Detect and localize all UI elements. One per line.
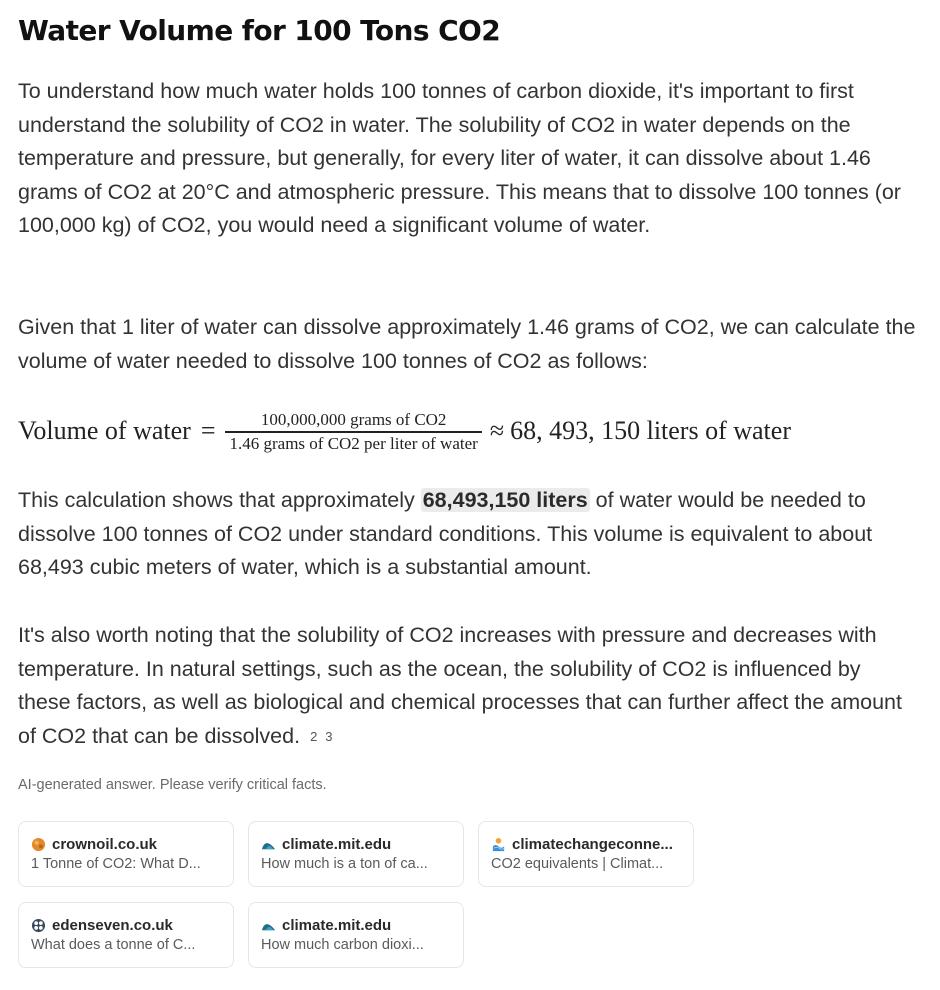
- volume-formula: [18, 402, 898, 460]
- page-title: Water Volume for 100 Tons CO2: [18, 14, 501, 47]
- formula-numerator: 100,000,000 grams of CO2: [260, 410, 447, 430]
- answer-paragraph-3: [18, 484, 918, 585]
- formula-result: 68, 493, 150 liters of water: [510, 416, 791, 445]
- source-card-mit-climate-2[interactable]: [248, 902, 464, 968]
- source-card-mit-climate-1[interactable]: [248, 821, 464, 887]
- crownoil-favicon: [31, 837, 46, 852]
- source-card-climatechangeconnection[interactable]: [478, 821, 694, 887]
- edenseven-favicon: [31, 918, 46, 933]
- mit-climate-favicon: [261, 918, 276, 933]
- source-snippet: How much carbon dioxi...: [261, 937, 424, 953]
- source-domain: edenseven.co.uk: [52, 916, 173, 934]
- source-snippet: What does a tonne of C...: [31, 937, 196, 953]
- formula-equals: =: [200, 416, 216, 445]
- p3-text-before: This calculation shows that approximately: [18, 488, 421, 512]
- p4-text: It's also worth noting that the solubility of CO2 increases with pressure and decreases with temperature. In natural settings, such as the ocean, the solubility of CO2 is influenced by these factors, as well as biological and chemical processes that can further affect the amount of CO2 that can be dissolved.: [18, 623, 902, 748]
- formula-approx: ≈: [489, 416, 505, 445]
- formula-denominator: 1.46 grams of CO2 per liter of water: [229, 433, 478, 453]
- ai-disclaimer: AI-generated answer. Please verify critical facts.: [18, 777, 327, 793]
- source-snippet: How much is a ton of ca...: [261, 856, 428, 872]
- source-card-crownoil[interactable]: [18, 821, 234, 887]
- formula-fraction: [225, 410, 481, 453]
- formula-lhs: Volume of water: [18, 416, 191, 445]
- source-snippet: 1 Tonne of CO2: What D...: [31, 856, 201, 872]
- source-snippet: CO2 equivalents | Climat...: [491, 856, 664, 872]
- highlighted-result: 68,493,150 liters: [422, 488, 588, 512]
- source-domain: climate.mit.edu: [282, 916, 392, 934]
- answer-paragraph-2: Given that 1 liter of water can dissolve approximately 1.46 grams of CO2, we can calculate the volume of water needed to dissolve 100 tonnes of CO2 as follows:: [18, 315, 916, 373]
- source-domain: crownoil.co.uk: [52, 835, 158, 853]
- climatechangeconnection-favicon: [491, 837, 506, 852]
- answer-paragraph-4: [18, 619, 918, 753]
- source-card-edenseven[interactable]: [18, 902, 234, 968]
- source-domain: climatechangeconne...: [512, 835, 673, 853]
- mit-climate-favicon: [261, 837, 276, 852]
- citation-link[interactable]: 3: [325, 728, 333, 744]
- answer-paragraph-1: To understand how much water holds 100 tonnes of carbon dioxide, it's important to first understand the solubility of CO2 in water. The solubility of CO2 in water depends on the temperature and pressure, but generally, for every liter of water, it can dissolve about 1.46 grams of CO2 at 20°C and atmospheric pressure. This means that to dissolve 100 tonnes (or 100,000 kg) of CO2, you would need a significant volume of water.: [18, 79, 901, 238]
- source-domain: climate.mit.edu: [282, 835, 392, 853]
- citation-link[interactable]: 2: [310, 728, 318, 744]
- p3-text-after: of water would be needed to dissolve 100 tonnes of CO2 under standard conditions. This volume is equivalent to about 68,493 cubic meters of water, which is a substantial amount.: [18, 488, 873, 580]
